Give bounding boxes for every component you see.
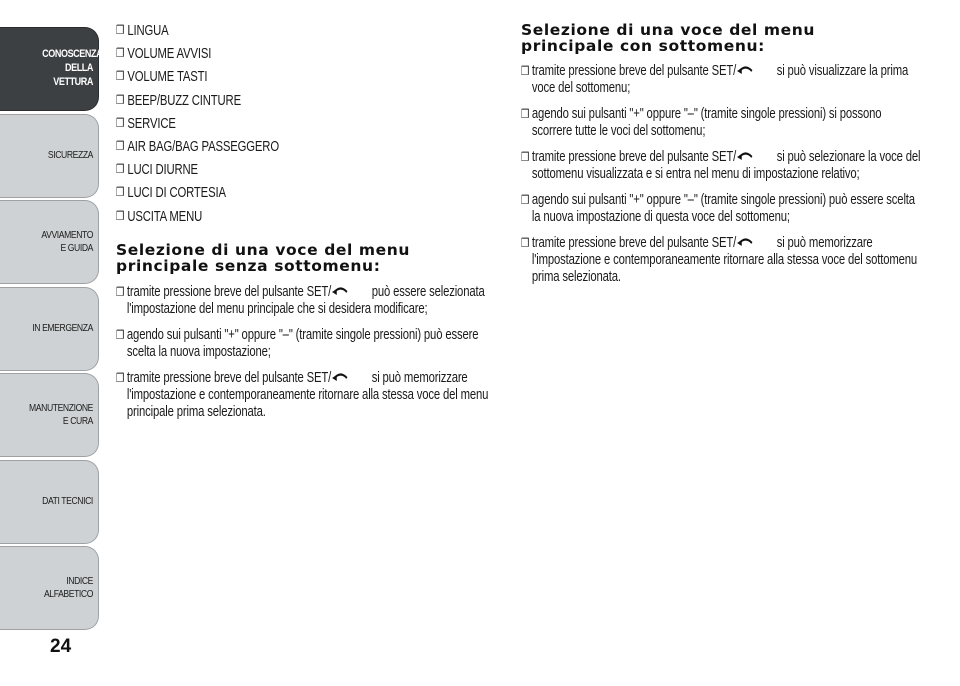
tab-manutenzione-e-cura[interactable]: MANUTENZIONE E CURA bbox=[0, 373, 99, 457]
list-item: ❒ VOLUME TASTI bbox=[116, 66, 497, 89]
tab-avviamento-e-guida[interactable]: AVVIAMENTO E GUIDA bbox=[0, 200, 99, 284]
tab-in-emergenza[interactable]: IN EMERGENZA bbox=[0, 287, 99, 371]
section-title-with-submenu: Selezione di una voce del menu principale con sottomenu: bbox=[521, 21, 816, 55]
checkbox-bullet-icon: ❒ bbox=[116, 185, 125, 200]
checkbox-bullet-icon: ❒ bbox=[521, 150, 530, 164]
checkbox-bullet-icon: ❒ bbox=[521, 193, 530, 207]
list-item: ❒ AIR BAG/BAG PASSEGGERO bbox=[116, 136, 497, 159]
left-column bbox=[116, 20, 498, 430]
list-item: ❒ agendo sui pulsanti "+" oppure "–" (tramite singole pressioni) si possono scorrere tutte le voci del sottomenu; bbox=[521, 106, 882, 139]
tab-dati-tecnici[interactable]: DATI TECNICI bbox=[0, 460, 99, 544]
steps-with-submenu bbox=[521, 63, 921, 286]
section-title-without-submenu: Selezione di una voce del menu principale senza sottomenu: bbox=[116, 240, 411, 275]
checkbox-bullet-icon: ❒ bbox=[116, 327, 125, 342]
tab-sicurezza[interactable]: SICUREZZA bbox=[0, 114, 99, 198]
list-item: ❒ tramite pressione breve del pulsante SET/ si può visualizzare la prima voce del sottomenu; bbox=[521, 63, 909, 96]
list-item: ❒ tramite pressione breve del pulsante SET/ si può memorizzare l'impostazione e contemporaneamente ritornare alla stessa voce del menu principale prima selezionata. bbox=[116, 369, 489, 420]
checkbox-bullet-icon: ❒ bbox=[521, 107, 530, 121]
checkbox-bullet-icon: ❒ bbox=[116, 46, 125, 61]
checkbox-bullet-icon: ❒ bbox=[116, 162, 125, 177]
right-column bbox=[521, 21, 921, 295]
list-item: ❒ BEEP/BUZZ CINTURE bbox=[116, 90, 497, 113]
list-item: ❒ VOLUME AVVISI bbox=[116, 43, 497, 66]
menu-items-list bbox=[116, 20, 498, 229]
list-item: ❒ LINGUA bbox=[116, 20, 497, 43]
list-item: ❒ agendo sui pulsanti "+" oppure "–" (tramite singole pressioni) può essere scelta la nuova impostazione; bbox=[116, 326, 479, 360]
list-item: ❒ USCITA MENU bbox=[116, 206, 497, 229]
list-item: ❒ tramite pressione breve del pulsante SET/ si può memorizzare l'impostazione e contemporaneamente ritornare alla stessa voce del sottomenu prima selezionata. bbox=[521, 235, 918, 285]
list-item: ❒ LUCI DI CORTESIA bbox=[116, 182, 497, 205]
checkbox-bullet-icon: ❒ bbox=[116, 208, 125, 223]
page-number: 24 bbox=[50, 636, 72, 657]
return-arrow-icon bbox=[736, 65, 755, 77]
return-arrow-icon bbox=[736, 151, 755, 163]
checkbox-bullet-icon: ❒ bbox=[521, 236, 530, 250]
steps-without-submenu bbox=[116, 284, 498, 421]
checkbox-bullet-icon: ❒ bbox=[116, 115, 125, 130]
checkbox-bullet-icon: ❒ bbox=[116, 370, 125, 385]
list-item: ❒ tramite pressione breve del pulsante SET/ può essere selezionata l'impostazione del menu principale che si desidera modificare; bbox=[116, 283, 485, 317]
checkbox-bullet-icon: ❒ bbox=[116, 23, 125, 37]
return-arrow-icon bbox=[331, 372, 350, 384]
checkbox-bullet-icon: ❒ bbox=[116, 138, 125, 153]
return-arrow-icon bbox=[331, 286, 350, 298]
list-item: ❒ agendo sui pulsanti "+" oppure "–" (tramite singole pressioni) può essere scelta la nuova impostazione di questa voce del sottomenu; bbox=[521, 192, 915, 225]
list-item: ❒ SERVICE bbox=[116, 113, 497, 136]
checkbox-bullet-icon: ❒ bbox=[116, 92, 125, 107]
tab-indice-alfabetico[interactable]: INDICE ALFABETICO bbox=[0, 546, 99, 630]
return-arrow-icon bbox=[736, 237, 755, 249]
checkbox-bullet-icon: ❒ bbox=[521, 64, 530, 78]
list-item: ❒ tramite pressione breve del pulsante SET/ si può selezionare la voce del sottomenu visualizzata e si entra nel menu di impostazione relativo; bbox=[521, 149, 921, 182]
list-item: ❒ LUCI DIURNE bbox=[116, 159, 497, 182]
chapter-tabs bbox=[0, 27, 103, 633]
tab-conoscenza-della-vettura[interactable]: CONOSCENZA DELLA VETTURA bbox=[0, 27, 99, 111]
checkbox-bullet-icon: ❒ bbox=[116, 69, 125, 84]
checkbox-bullet-icon: ❒ bbox=[116, 284, 125, 299]
